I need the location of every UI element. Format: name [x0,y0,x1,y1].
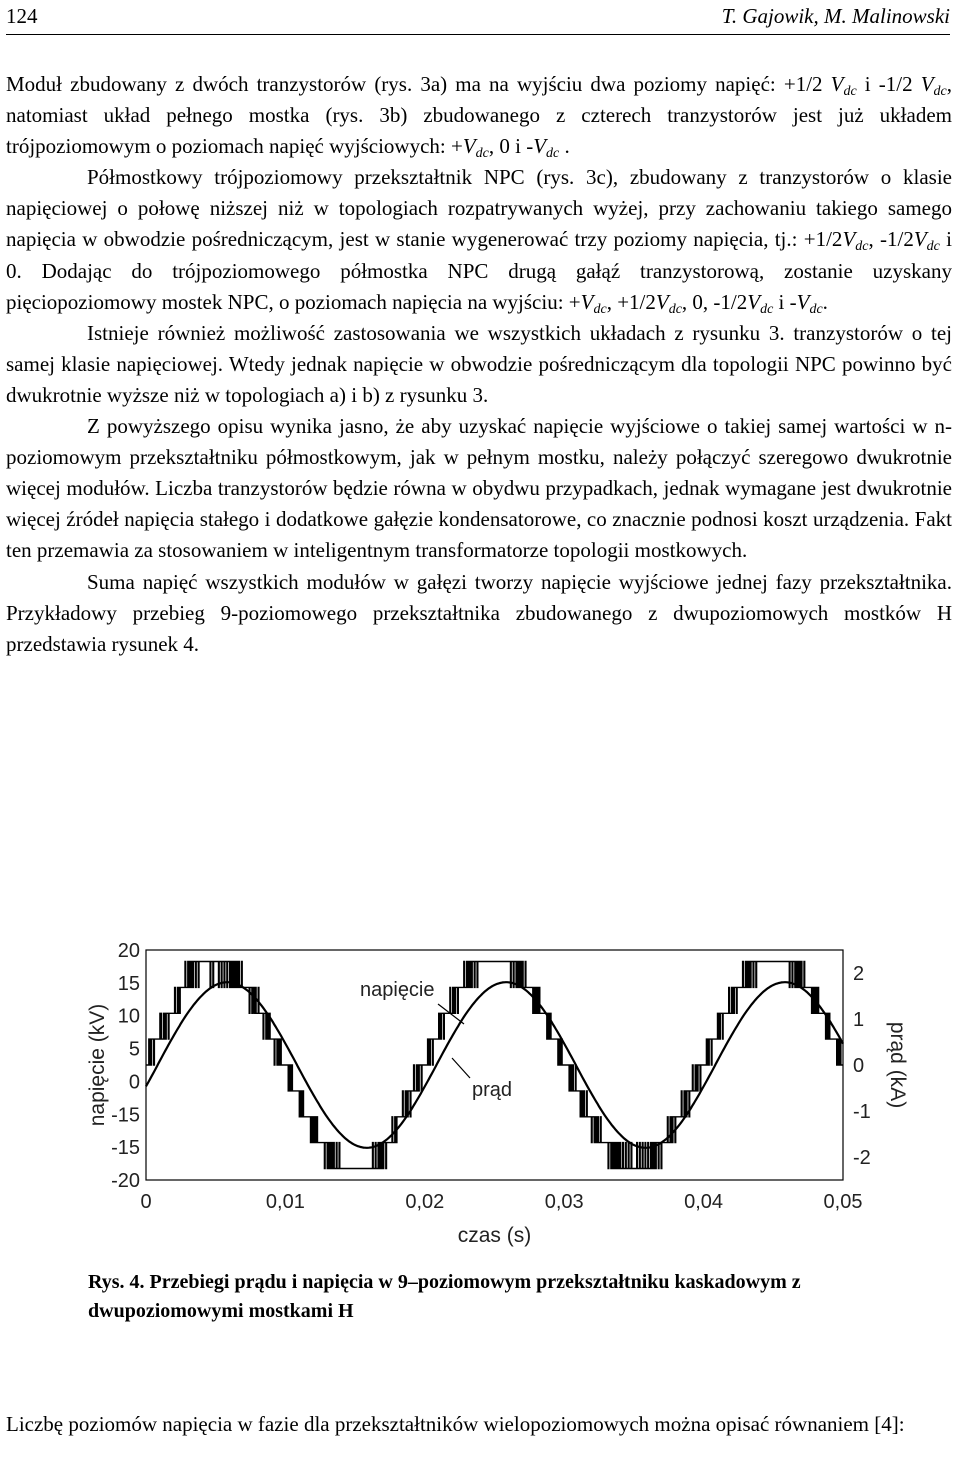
y-tick-label: 0 [128,1071,140,1094]
x-tick-label: 0,03 [544,1191,584,1213]
y-tick-label: -15 [111,1137,140,1160]
annotation-prad-leader [452,1058,470,1078]
page-header [6,2,950,35]
final-paragraph: Liczbę poziomów napięcia w fazie dla przekształtników wielopoziomowych można opisać równaniem [4]: [6,1412,905,1436]
main-text [6,69,952,660]
paragraph-1: Moduł zbudowany z dwóch tranzystorów (rys. 3a) ma na wyjściu dwa poziomy napięć: +1/2 $V_{dc}$ i -1/2 $V_{dc}$, natomiast układ pełnego mostka (rys. 3b) zbudowanego z czterech tranzystorów jest już układem trójpoziomowym o poziomach napięć wyjściowych: $+V_{dc}$, 0 i $-V_{dc}$ . [6,72,952,162]
symbol-vdc: $V_{dc}$ [533,134,560,162]
symbol-vdc: $V_{dc}$ [655,289,682,317]
symbol-vdc: $V_{dc}$ [796,289,823,317]
y-tick-label: 20 [117,940,140,962]
y-tick-label: -15 [111,1104,140,1127]
x-tick-label: 0,04 [684,1191,724,1213]
y-axis-title: napięcie (kV) [86,1003,109,1127]
caption-text: Przebiegi prądu i napięcia w 9–poziomowym przekształtniku kaskadowym z dwupoziomowymi mostkami H [88,1271,801,1322]
x-tick-label: 0,05 [823,1191,863,1213]
figure-4-chart [80,928,909,1258]
x-tick-label: 0,02 [405,1191,445,1213]
symbol-vdc: $V_{dc}$ [462,134,489,162]
x-tick-label: 0,01 [265,1191,305,1213]
running-authors: T. Gajowik, M. Malinowski [721,4,950,28]
y2-tick-label: 0 [853,1055,865,1077]
y-tick-label: 5 [128,1038,140,1061]
y-tick-label: -20 [111,1170,140,1192]
paragraph-4: Z powyższego opisu wynika jasno, że aby uzyskać napięcie wyjściowe o takiej samej wartości w n-poziomowym przekształtniku półmostkowym, jak w pełnym mostku, należy połączyć szeregowo dwukrotnie więcej modułów. Liczba tranzystorów będzie równa w obydwu przypadkach, jednak wymagane jest dwukrotnie więcej źródeł napięcia stałego i dodatkowe gałęzie kondensatorowe, co znacznie podnosi koszt urządzenia. Fakt ten przemawia za stosowaniem w inteligentnym transformatorze topologii mostkowych. [6,414,952,563]
y2-tick-label: 2 [853,963,865,985]
y-tick-label: 15 [117,972,140,995]
figure-caption [88,1268,888,1326]
page-number: 124 [6,4,38,28]
x-tick-label: 0 [140,1191,152,1213]
y2-tick-label: 1 [853,1009,865,1031]
symbol-vdc: $V_{dc}$ [830,72,857,99]
symbol-vdc: $V_{dc}$ [747,289,774,317]
symbol-vdc: $V_{dc}$ [580,289,607,317]
paragraph-3: Istnieje również możliwość zastosowania we wszystkich układach z rysunku 3. tranzystorów o tej samej klasie napięciowej. Wtedy jednak napięcie w obwodzie pośredniczącym dla topologii NPC powinno być dwukrotnie wyższe niż w topologiach a) i b) z rysunku 3. [6,320,952,407]
paragraph-2: Półmostkowy trójpoziomowy przekształtnik NPC (rys. 3c), zbudowany z tranzystorów o klasie napięciowej o połowę niższej niż w topologiach rozpatrywanych wyżej, przy zachowaniu takiego samego napięcia w obwodzie pośredniczącym, jest w stanie wygenerować trzy poziomy napięcia, tj.: $+1/2V_{dc}$, $-1/2V_{dc}$ i 0. Dodając do trójpoziomowego półmostka NPC drugą gałąź tranzystorową, zostanie uzyskany pięciopoziomowy mostek NPC, o poziomach napięcia na wyjściu: $+V_{dc}$, $+1/2V_{dc}$, 0, $-1/2V_{dc}$ i $-V_{dc}$. [6,165,952,317]
y2-tick-label: -1 [853,1101,871,1123]
paragraph-5: Suma napięć wszystkich modułów w gałęzi tworzy napięcie wyjściowe jednej fazy przekształtnika. Przykładowy przebieg 9-poziomowego przekształtnika zbudowanego z dwupoziomowych mostków H przedstawia rysunek 4. [6,569,952,656]
caption-label: Rys. 4. [88,1271,145,1293]
annotation-prad: prąd [472,1079,513,1101]
annotation-napiecie: napięcie [360,979,435,1001]
symbol-vdc: $V_{dc}$ [920,72,947,99]
symbol-vdc: $V_{dc}$ [913,227,940,255]
y2-axis-title: prąd (kA) [886,1021,909,1109]
y2-tick-label: -2 [853,1147,871,1169]
x-axis-title: czas (s) [457,1224,532,1247]
symbol-vdc: $V_{dc}$ [842,227,869,255]
chart-svg [80,928,909,1258]
y-tick-label: 10 [117,1005,140,1028]
